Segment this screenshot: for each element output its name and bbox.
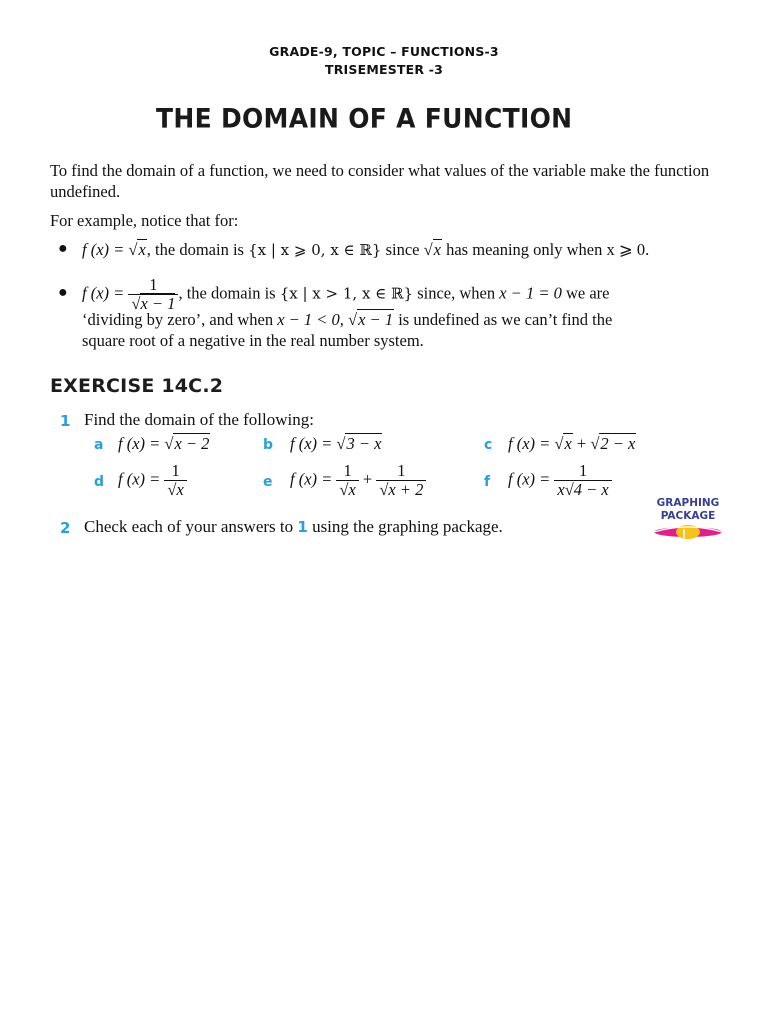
inequality: x − 1 < 0,: [277, 310, 344, 329]
part-label: d: [94, 474, 105, 490]
sqrt-expression: √x: [423, 240, 441, 259]
header-line-1: GRADE-9, TOPIC – FUNCTIONS-3: [269, 44, 499, 59]
equation: x − 1 = 0: [499, 283, 562, 303]
exercise-title: EXERCISE 14C.2: [50, 375, 224, 397]
we-are-text: we are: [565, 283, 610, 303]
bullet-2-continuation-1: ‘dividing by zero’, and when x − 1 < 0, √x − 1 is undefined as we can’t find the: [82, 310, 613, 329]
part-f-expression: f (x) = $\frac{1}{x√4 - x}$: [508, 462, 612, 499]
part-a-expression: f (x) = √x − 2: [118, 434, 210, 453]
domain-is-text: , the domain is: [146, 240, 244, 259]
bullet-2-continuation-2: square root of a negative in the real number system.: [82, 331, 424, 350]
sqrt-expression: √x: [128, 240, 146, 259]
domain-set: {x | x ⩾ 0, x ∈ ℝ}: [248, 241, 382, 259]
part-label: c: [484, 437, 493, 453]
function-lhs: f (x) =: [82, 240, 125, 259]
part-e-expression: f (x) = $\frac{1}{√x}$ + $\frac{1}{√x + 2}$: [290, 462, 426, 499]
intro-paragraph: To find the domain of a function, we need to consider what values of the variable make the function undefined.: [50, 161, 710, 201]
part-c-expression: f (x) = √x + √2 − x: [508, 434, 636, 453]
meaning-text: has meaning only when x ⩾ 0.: [446, 240, 650, 259]
part-label: a: [94, 437, 104, 453]
badge-line-2: PACKAGE: [660, 510, 716, 522]
since-text: since: [385, 240, 420, 259]
question-number: 2: [60, 519, 71, 537]
part-label: f: [484, 474, 491, 490]
fraction: $\frac{1}{√x - 1}$: [128, 276, 178, 313]
domain-is-text: , the domain is: [178, 283, 276, 303]
bullet-dot-icon: ●: [58, 284, 68, 301]
part-b-expression: f (x) = √3 − x: [290, 434, 382, 453]
part-label: e: [263, 474, 273, 490]
question-reference: 1: [297, 518, 308, 536]
header-line-2: TRISEMESTER -3: [324, 62, 444, 77]
function-lhs: f (x) =: [82, 283, 125, 303]
page-title: THE DOMAIN OF A FUNCTION: [156, 103, 573, 134]
badge-line-1: GRAPHING: [656, 497, 720, 509]
graphing-package-badge[interactable]: [648, 497, 728, 543]
bullet-dot-icon: ●: [58, 240, 68, 257]
sqrt-expression: √x − 1: [348, 310, 394, 329]
question-number: 1: [60, 412, 71, 430]
part-label: b: [263, 437, 274, 453]
domain-set: {x | x > 1, x ∈ ℝ}: [279, 284, 414, 303]
question-text: Find the domain of the following:: [84, 410, 314, 429]
graphing-package-logo-icon: [650, 524, 726, 540]
question-text: Check each of your answers to 1 using the graphing package.: [84, 517, 503, 536]
example-lead: For example, notice that for:: [50, 211, 239, 230]
since-text: since, when: [417, 283, 496, 303]
part-d-expression: f (x) = $\frac{1}{√x}$: [118, 462, 187, 499]
